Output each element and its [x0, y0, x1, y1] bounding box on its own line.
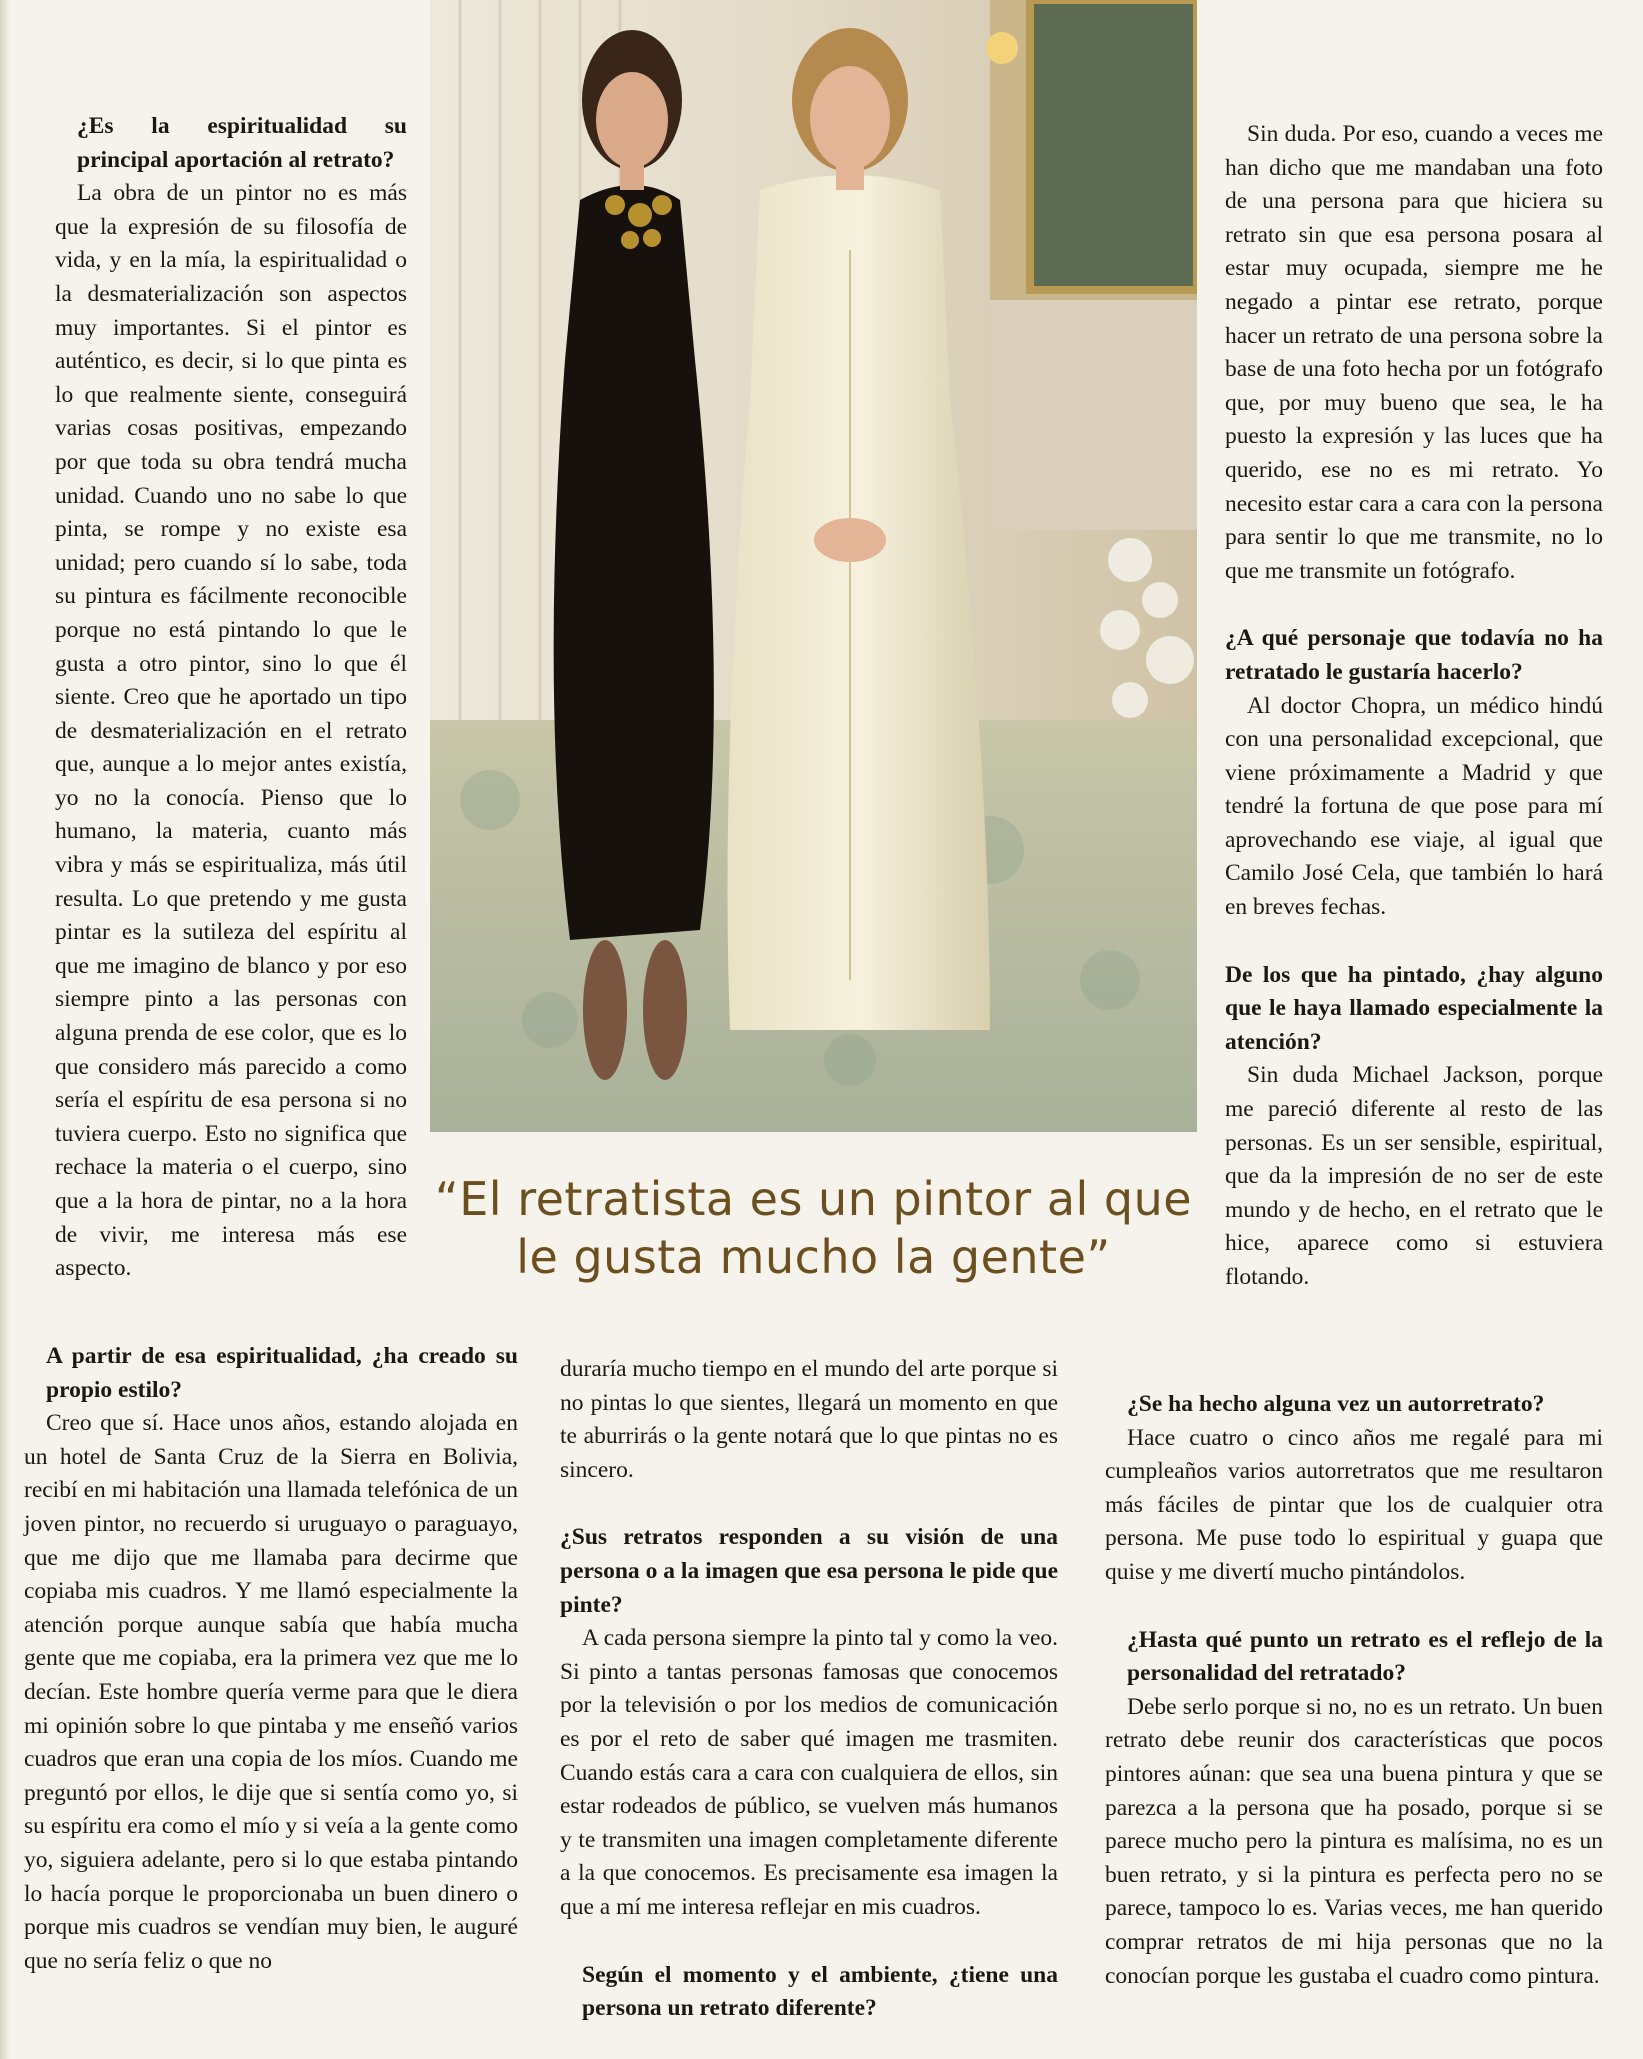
- question-4: Según el momento y el ambiente, ¿tiene una persona un retrato diferente?: [582, 1961, 1058, 2022]
- question-1: ¿Es la espiritualidad su principal aportación al retrato?: [77, 113, 407, 173]
- photo-two-women: [430, 0, 1197, 1132]
- question-3: ¿Sus retratos responden a su visión de una persona o a la imagen que esa persona le pide que pinte?: [560, 1524, 1058, 1618]
- question-5: ¿A qué personaje que todavía no ha retratado le gustaría hacerlo?: [1225, 625, 1603, 685]
- answer-6: Sin duda Michael Jackson, porque me pareció diferente al resto de las personas. Es un ser sensible, espiritual, que da la impresión de no ser de este mundo y de hecho, en el retrato que le hice, aparece como si estuviera flotando.: [1225, 1062, 1603, 1290]
- answer-5: Al doctor Chopra, un médico hindú con una personalidad excepcional, que viene próximamente a Madrid y que tendré la fortuna de que pose para mí aprovechando ese viaje, al igual que Camilo José Cela, que también lo hará en breves fechas.: [1225, 692, 1603, 921]
- answer-1: La obra de un pintor no es más que la expresión de su filosofía de vida, y en la mía, la espiritualidad o la desmaterialización son aspectos muy importantes. Si el pintor es auténtico, es decir, si lo que pinta es lo que realmente siente, conseguirá varias cosas positivas, empezando por que toda su obra tendrá mucha unidad. Cuando uno no sabe lo que pinta, se rompe y no existe esa unidad; pero cuando sí lo sabe, toda su pintura es fácilmente reconocible porque no está pintando lo que le gusta a otro pintor, sino lo que él siente. Creo que he aportado un tipo de desmaterialización en el retrato que, aunque a lo mejor antes existía, yo no la conocía. Pienso que lo humano, la materia, cuanto más vibra y más se espiritualiza, más útil resulta. Lo que pretendo y me gusta pintar es la sutileza del espíritu al que me imagino de blanco y por eso siempre pinto a las personas con alguna prenda de ese color, que es lo que considero más parecido a como sería el espíritu de esa persona si no tuviera cuerpo. Esto no significa que rechace la materia o el cuerpo, sino que a la hora de pintar, no a la hora de vivir, me interesa más ese aspecto.: [55, 180, 407, 1282]
- question-8: ¿Hasta qué punto un retrato es el reflejo de la personalidad del retratado?: [1127, 1626, 1603, 1687]
- question-2: A partir de esa espiritualidad, ¿ha creado su propio estilo?: [46, 1343, 518, 1403]
- column-middle-bottom: [560, 1353, 1058, 2026]
- photo-illustration: [430, 0, 1197, 1132]
- pull-quote: [430, 1170, 1197, 1286]
- column-right-top: [1225, 118, 1603, 1295]
- column-left-bottom: [24, 1340, 518, 1978]
- question-7: ¿Se ha hecho alguna vez un autorretrato?: [1127, 1391, 1545, 1417]
- answer-8: Debe serlo porque si no, no es un retrato. Un buen retrato debe reunir dos características que pocos pintores aúnan: que sea una buena pintura y que se parezca a la persona que ha posado, porque si se parece mucho pero la pintura es malísima, no es un buen retrato, y si la pintura es perfecta pero no se parece, tampoco lo es. Varias veces, me han querido comprar retratos de mi hija personas que no la conocían porque les gustaba el cuadro como pintura.: [1105, 1693, 1603, 1989]
- page-binding-shadow: [0, 0, 10, 2059]
- column-left-top: [55, 110, 407, 1286]
- answer-7: Hace cuatro o cinco años me regalé para mi cumpleaños varios autorretratos que me resultaron más fáciles de pintar que los de cualquier otra persona. Me puse todo lo espiritual y guapa que quise y me divertí mucho pintándolos.: [1105, 1424, 1603, 1585]
- answer-2-continued: duraría mucho tiempo en el mundo del arte porque si no pintas lo que sientes, llegará un momento en que te aburrirás o la gente notará que lo que pintas no es sincero.: [560, 1356, 1058, 1483]
- answer-2: Creo que sí. Hace unos años, estando alojada en un hotel de Santa Cruz de la Sierra en Bolivia, recibí en mi habitación una llamada telefónica de un joven pintor, no recuerdo si uruguayo o paraguayo, que me dijo que me llamaba para decirme que copiaba mis cuadros. Y me llamó especialmente la atención porque aunque sabía que había mucha gente que me copiaba, era la primera vez que me lo decían. Este hombre quería verme para que le diera mi opinión sobre lo que pintaba y me enseñó varios cuadros que eran una copia de los míos. Cuando me preguntó por ellos, le dije que si sentía como yo, si su espíritu era como el mío y si veía a la gente como yo, siguiera adelante, pero si lo que estaba pintando lo hacía porque le proporcionaba un buen dinero o porque mis cuadros se vendían muy bien, le auguré que no sería feliz o que no: [24, 1410, 518, 1974]
- answer-3: A cada persona siempre la pinto tal y como la veo. Si pinto a tantas personas famosas que conocemos por la televisión o por los medios de comunicación es por el reto de saber qué imagen me trasmiten. Cuando estás cara a cara con cualquiera de ellos, sin estar rodeados de público, se vuelven más humanos y te transmiten una imagen completamente diferente a la que conocemos. Es precisamente esa imagen la que a mí me interesa reflejar en mis cuadros.: [560, 1625, 1058, 1920]
- answer-prev: Sin duda. Por eso, cuando a veces me han dicho que me mandaban una foto de una persona para que hiciera su retrato sin que esa persona posara al estar muy ocupada, siempre me he negado a pintar ese retrato, porque hacer un retrato de una persona sobre la base de una foto hecha por un fotógrafo que, por muy bueno que sea, le ha puesto la expresión y las luces que ha querido, ese no es mi retrato. Yo necesito estar cara a cara con la persona para sentir lo que me transmite, no lo que me transmite un fotógrafo.: [1225, 121, 1603, 584]
- pull-quote-line-2: le gusta mucho la gente”: [516, 1230, 1111, 1284]
- question-6: De los que ha pintado, ¿hay alguno que le haya llamado especialmente la atención?: [1225, 961, 1603, 1055]
- column-right-bottom: [1105, 1388, 1603, 1993]
- pull-quote-line-1: “El retratista es un pintor al que: [434, 1172, 1193, 1226]
